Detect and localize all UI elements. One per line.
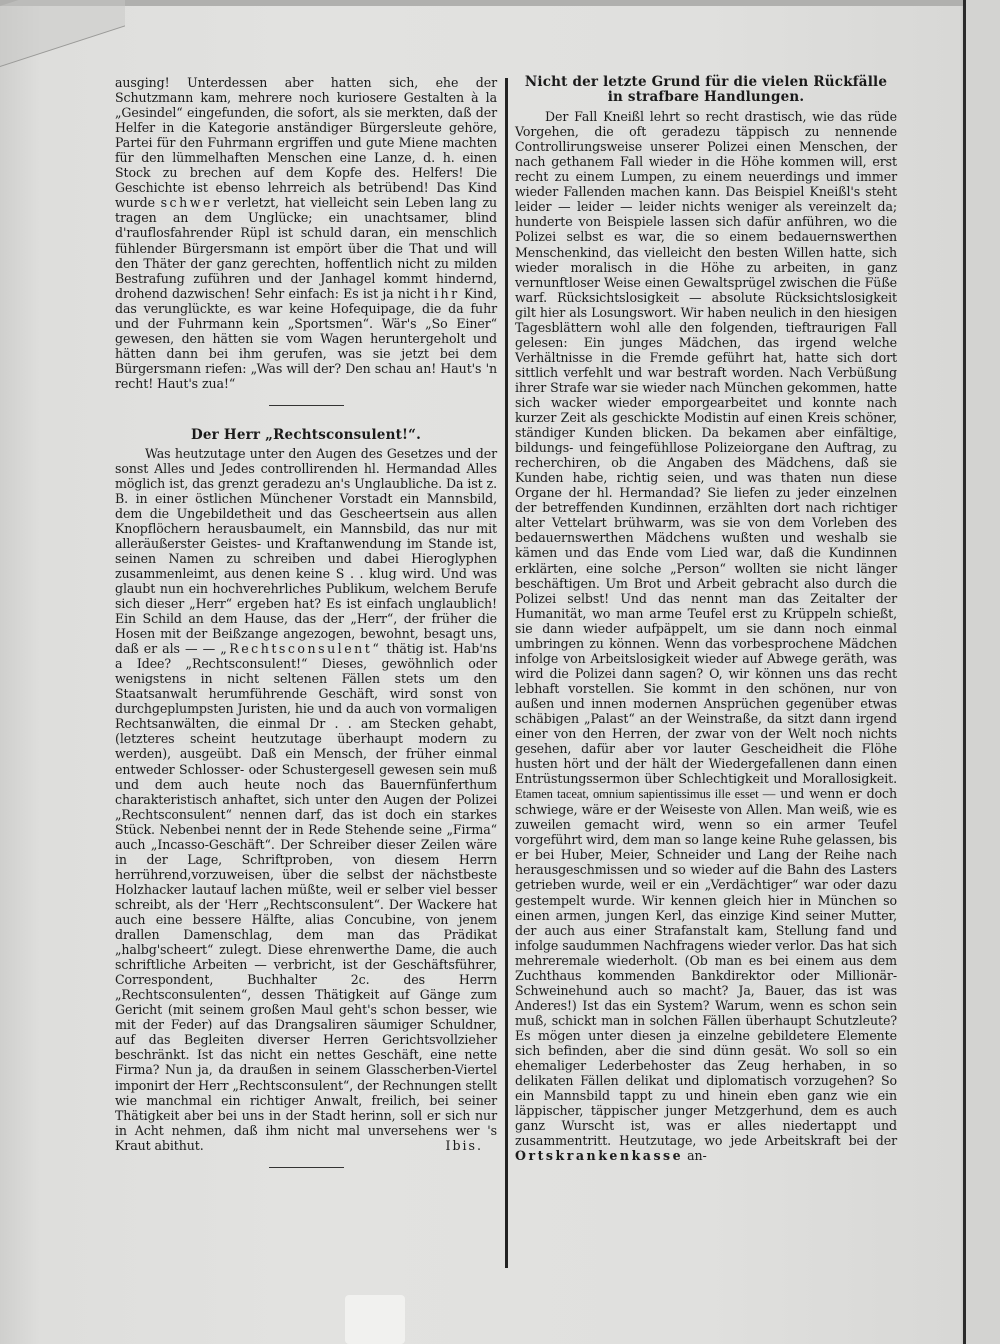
paragraph-text: thätig ist. Hab'ns a Idee? „Rechtsconsulent!“ Dieses, gewöhnlich oder wenigstens in nicht seltenen Fällen stets um den Staatsanwalt herumführende Geschäft, wird sonst von durchgeplumpsten Juristen, hie und da auch von vormaligen Rechtsanwälten, die einmal Dr . . am Stecken gehabt, (letzteres scheint heutzutage überhaupt modern zu werden), ausgeübt. Daß ein Mensch, der früher einmal entweder Schlosser- oder Schustergesell gewesen sein muß und dem auch heute noch das Bauernfünferthum charakteristisch anhaftet, sich unter den Augen der Polizei „Rechtsconsulent“ nennen darf, das ist doch ein starkes Stück. Nebenbei nennt der in Rede Stehende seine „Firma“ auch „Incasso-Geschäft“. Der Schreiber dieser Zeilen wäre in der Lage, Schriftproben, von diesem Herrn herrührend,vorzuweisen, über die selbst der nächstbeste Holzhacker lautauf lachen müßte, weil er selber viel besser schreibt, als der 'Herr „Rechtsconsulent“. Der Wackere hat auch eine bessere Hälfte, alias Concubine, von jenem drallen Damenschlag, dem man das Prädikat „halbg'scheert“ zulegt. Diese ehrenwerthe Dame, die auch schriftliche Arbeiten — verbricht, ist der Geschäftsführer, Correspondent, Buchhalter 2c. des Herrn „Rechtsconsulenten“, dessen Thätigkeit auf Gänge zum Gericht (mit seinem großen Maul geht's schon besser, wie mit der Feder) auf das Drangsaliren säumiger Schuldner, auf das Begleiten diverser Herren Gerichtsvollzieher beschränkt. Ist das nicht ein nettes Geschäft, eine nette Firma? Nun ja, da draußen in seinem Glasscherben-Viertel imponirt der Herr „Rechtsconsulent“, der Rechnungen stellt wie manchmal ein richtiger Anwalt, freilich, bei seiner Thätigkeit aber bei uns in der Stadt herinn, soll er sich nur in Acht nehmen, daß ihm nicht mal unversehens wer 's Kraut abithut. [115,641,498,1153]
article-title-rechtsconsulent: Der Herr „Rechtsconsulent!“. [190,427,422,444]
column-divider [505,78,508,1268]
right-column [515,75,897,1163]
paragraph-text: Der Fall Kneißl lehrt so recht drastisch, wie das rüde Vorgehen, die oft geradezu täppisch zu nennende Controllirungsweise unserer Polizei einen Menschen, der nach gethanem Fall wieder in die Höhe kommen will, erst recht zu einem Lumpen, zu einem neuerdings und immer wieder Fallenden machen kann. Das Beispiel Kneißl's steht leider — leider — leider nichts weniger als vereinzelt da; hunderte von Beispiele lassen sich dafür anführen, wo die Polizei selbst es war, die so einem bedauernswerthen Menschenkind, das vielleicht den besten Willen hatte, sich wieder moralisch in die Höhe zu arbeiten, in ganz vernunftloser Weise einen Gewaltsprügel zwischen die Füße warf. Rücksichtslosigkeit — absolute Rücksichtslosigkeit gilt hier als Losungswort. Wir haben neulich in den hiesigen Tagesblättern wohl alle den folgenden, tieftraurigen Fall gelesen: Ein junges Mädchen, das irgend welche Verhältnisse in die Fremde geführt hat, hatte sich dort sittlich verfehlt und war bestraft worden. Nach Verbüßung ihrer Strafe war sie wieder nach München gekommen, hatte sich wacker wieder emporgearbeitet und konnte nach kurzer Zeit als geschickte Modistin auf einen Kreis schöner, ständiger Kunden blicken. Da bekamen aber einfältige, bildungs- und feingefühllose Polizeiorgane den Auftrag, zu recherchiren, ob die Angaben des Mädchens, daß sie Kunden habe, richtig seien, und was thaten nun diese Organe der hl. Hermandad? Sie liefen zu jeder einzelnen der betreffenden Kundinnen, erzählten dort nach richtiger alter Vettelart brühwarm, was sie von dem Vorleben des bedauernswerthen Mädchens wußten und weshalb sie kämen und das Ende vom Lied war, daß die Kundinnen erklärten, eine solche „Person“ wollten sie nicht länger beschäftigen. Um Brot und Arbeit gebracht also durch die Polizei selbst! Und das nennt man das Zeitalter der Humanität, wo man arme Teufel erst zu Krüppeln schießt, sie dann wieder aufpäppelt, um sie dann noch einmal umbringen zu können. Wenn das vorbesprochene Mädchen infolge von Arbeitslosigkeit wieder auf Abwege geräth, was wird die Polizei dann sagen? O, wir können uns das recht lebhaft vorstellen. Sie kommt in den schönen, nur von außen und innen modernen Ansprüchen gegenüber etwas schäbigen „Palast“ an der Weinstraße, da sitzt dann irgend einer von den Herren, der zwar von der Welt noch nichts gesehen, dafür aber vor lauter Gescheidheit die Flöhe husten hört und der hält der Wiedergefallenen dann einen Entrüstungssermon über Schlechtigkeit und Morallosigkeit. [515,109,897,787]
author-signature: Ibis. [445,1137,483,1153]
article-body [515,109,897,1163]
section-divider-rule [269,405,344,407]
article-body [115,446,497,1153]
paragraph-text: verletzt, hat vielleicht sein Leben lang zu tragen an dem Unglücke; ein unachtsamer, blind d'rauflosfahrender Rüpl ist schuld daran, ein menschlich fühlender Bürgersmann ist empört über die That und will den Thäter der ganz gerechten, hoffentlich nicht zu milden Bestrafung zuführen und der Janhagel kommt hindernd, drohend dazwischen! Sehr einfach: Es ist ja nicht [115,195,498,301]
page-top-edge [0,0,1000,6]
paper-stain [345,1295,405,1344]
paragraph-text: und wenn er doch schwiege, wäre er der Weiseste von Allen. Man weiß, wie es zuweilen gemacht wird, wenn so ein armer Teufel vorgeführt wird, dem man so lange keine Ruhe gelassen, bis er bei Huber, Meier, Schneider und Lang der Reihe nach herausgeschmissen und so wieder auf die Bahn des Lasters getrieben wurde, weil er ein „Verdächtiger“ war oder dazu gestempelt wurde. Wir kennen gleich hier in München so einen armen, jungen Kerl, das einzige Kind seiner Mutter, der auch aus einer Strafanstalt kam, Stellung fand und infolge saudummen Nachfragens wieder verlor. Das hat sich mehreremale wiederholt. (Ob man es bei einem aus dem Zuchthaus kommenden Bankdirektor oder Millionär-Schweinehund auch so macht? Ja, Bauer, das ist was Anderes!) Ist das ein System? Warum, wenn es schon sein muß, schickt man in solchen Fällen überhaupt Schutzleute? Es mögen unter diesen ja einzelne gebildetere Elemente sich befinden, aber die sind dünn gesät. Wo soll so ein ehemaliger Lederbehoster das Zeug herhaben, in so delikaten Fällen delikat und diplomatisch vorzugehen? So ein Mannsbild tappt zu und hinein eben ganz wie ein läppischer, täppischer junger Metzgerhund, dem es auch ganz Wurscht ist, was er alles niedertappt und zusammentritt. Heutzutage, wo jede Arbeitskraft bei der [515,786,897,1149]
paragraph-text: ausging! Unterdessen aber hatten sich, ehe der Schutzmann kam, mehrere noch kuriosere Gestalten à la „Gesindel“ eingefunden, die sofort, als sie merkten, daß der Helfer in die Kategorie anständiger Bürgersleute gehöre, Partei für den Fuhrmann ergriffen und gute Miene machten für den lümmelhaften Menschen eine Lanze, d. h. einen Stock zu brechen auf dem Kopfe des. Helfers! Die Geschichte ist ebenso lehrreich als betrübend! Das Kind wurde [115,75,497,211]
article-title-rueckfaelle: Nicht der letzte Grund für die vielen Rückfälle in strafbare Handlungen. [524,74,888,106]
emphasis-text: Ortskrankenkasse [515,1148,684,1164]
emphasis-text: „Rechtsconsulent“ [220,641,382,657]
paragraph-text: Kind, das verunglückte, es war keine Hofequipage, die da fuhr und der Fuhrmann kein „Sportsmen“. Wär's „So Einer“ gewesen, den hätten sie vom Wagen heruntergeholt und hätten dann bei ihm gerufen, was sie jetzt bei dem Bürgersmann riefen: „Was will der? Den schau an! Haut's 'n recht! Haut's zua!“ [115,285,497,391]
paragraph-text: Was heutzutage unter den Augen des Gesetzes und der sonst Alles und Jedes controllirenden hl. Hermandad Alles möglich ist, das grenzt geradezu an's Unglaubliche. Da ist z. B. in einer östlichen Münchener Vorstadt ein Mannsbild, dem die Ungebildetheit und das Gescheertsein aus allen Knopflöchern herausbaumelt, ein Mannsbild, das nur mit alleräußerster Geistes- und Kraftanwendung im Stande ist, seinen Namen zu schreiben und dabei Hieroglyphen zusammenleimt, aus denen keine S . . klug wird. Und was glaubt nun ein hochverehrliches Publikum, welchem Berufe sich dieser „Herr“ ergeben hat? Es ist einfach unglaublich! Ein Schild an dem Hause, das der „Herr“, der früher die Hosen mit der Beißzange angezogen, bewohnt, besagt uns, daß er als — — [115,445,497,657]
paragraph-text: an- [687,1148,707,1164]
binding-strip [966,0,1000,1344]
emphasis-text: schwer [160,195,222,211]
end-divider-rule [269,1167,344,1169]
folded-corner [0,0,125,67]
latin-quote: Etamen taceat, omnium sapientissimus ille esset — [515,787,776,802]
continued-paragraph [115,75,497,391]
emphasis-text: ihr [433,285,460,301]
left-column [115,75,497,1168]
